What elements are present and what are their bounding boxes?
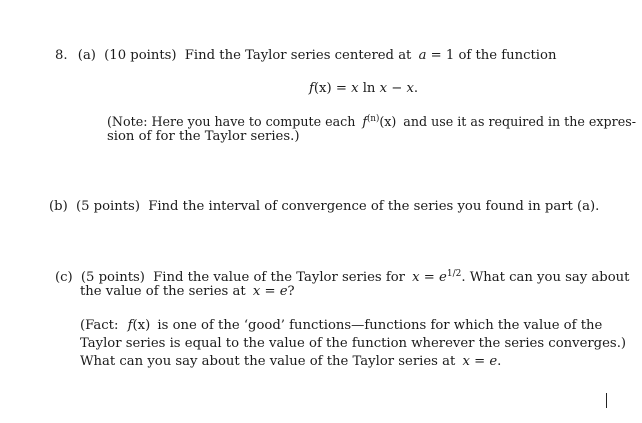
part-b-label: (b): [49, 199, 68, 214]
part-c-fact-line2: Taylor series is equal to the value of the function wherever the series converges.): [80, 336, 627, 351]
part-c-fact-line3: What can you say about the value of the Taylor series at x = e.: [80, 354, 502, 369]
part-c-line1: (c) (5 points) Find the value of the Taylor series for $x = e^{1/2}$. What can you say about: [55, 269, 630, 285]
part-a-formula: f(x) = x ln x − x.: [309, 81, 419, 96]
part-c-points: (5 points): [80, 270, 145, 285]
part-a-note-line2: sion of for the Taylor series.): [107, 129, 300, 144]
part-c-fact-line1: (Fact: f(x) is one of the ‘good’ functions—functions for which the value of the: [80, 318, 603, 333]
problem-number: 8.: [55, 48, 68, 63]
part-c-label: (c): [55, 270, 73, 285]
part-a-header: [55, 47, 556, 65]
part-b-points: (5 points): [75, 199, 140, 214]
part-a-text: Find the Taylor series centered at: [184, 48, 412, 63]
center-variable: a: [418, 48, 427, 63]
center-equation: = 1 of the function: [426, 48, 557, 63]
part-b-text: Find the interval of convergence of the series you found in part (a).: [148, 199, 600, 214]
part-b: [49, 198, 599, 216]
text-cursor: [606, 393, 607, 408]
part-a-points: (10 points): [104, 48, 177, 63]
part-a-note-line1: (Note: Here you have to compute each $f^{(n)}(x)$ and use it as required in the expres-: [107, 114, 636, 130]
part-c-line2: the value of the series at x = e?: [80, 284, 295, 299]
part-a-label: (a): [77, 48, 96, 63]
